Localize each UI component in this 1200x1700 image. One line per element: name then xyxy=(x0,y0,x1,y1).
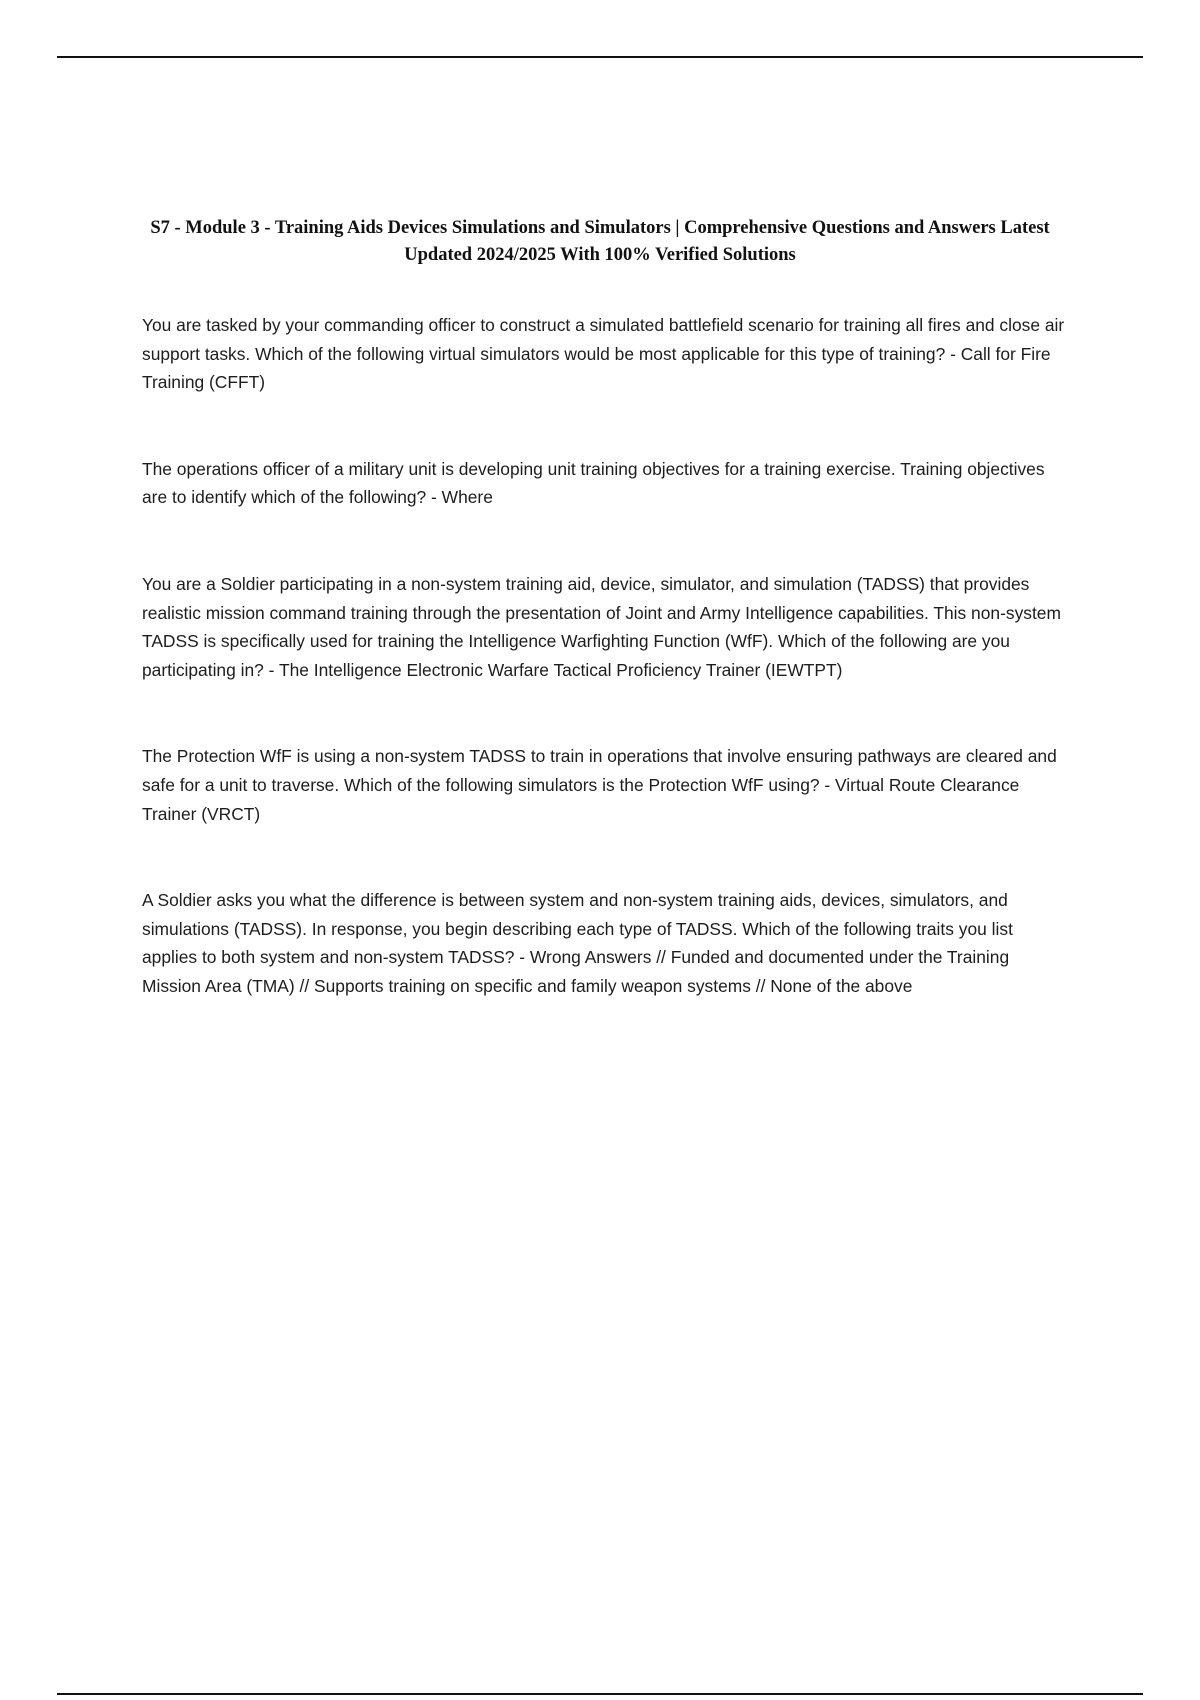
qa-item: The operations officer of a military unit is developing unit training objectives for a training exercise. Training objectives are to identify which of the following? - Where xyxy=(142,458,1045,508)
qa-item: You are tasked by your commanding officer to construct a simulated battlefield scenario for training all fires and close air support tasks. Which of the following virtual simulators would be most applicable for this type of training? - Call for Fire Training (CFFT) xyxy=(142,315,1065,393)
top-divider xyxy=(57,56,1143,58)
qa-item: The Protection WfF is using a non-system TADSS to train in operations that involve ensuring pathways are cleared and safe for a unit to traverse. Which of the following simulators is the Protection WfF using? - Virtual Route Clearance Trainer (VRCT) xyxy=(142,746,1057,824)
bottom-divider xyxy=(57,1693,1143,1695)
qa-list xyxy=(142,311,1072,1001)
qa-item: A Soldier asks you what the difference is between system and non-system training aids, devices, simulators, and simulations (TADSS). In response, you begin describing each type of TADSS. Which of the following traits you list applies to both system and non-system TADSS? - Wrong Answers // Funded and documented under the Training Mission Area (TMA) // Supports training on specific and family weapon systems // None of the above xyxy=(142,890,1013,996)
document-title: S7 - Module 3 - Training Aids Devices Simulations and Simulators | Comprehensive Questions and Answers Latest Updated 2024/2025 With 100% Verified Solutions xyxy=(150,218,1050,265)
qa-item: You are a Soldier participating in a non-system training aid, device, simulator, and simulation (TADSS) that provides realistic mission command training through the presentation of Joint and Army Intelligence capabilities. This non-system TADSS is specifically used for training the Intelligence Warfighting Function (WfF). Which of the following are you participating in? - The Intelligence Electronic Warfare Tactical Proficiency Trainer (IEWTPT) xyxy=(142,573,1061,680)
